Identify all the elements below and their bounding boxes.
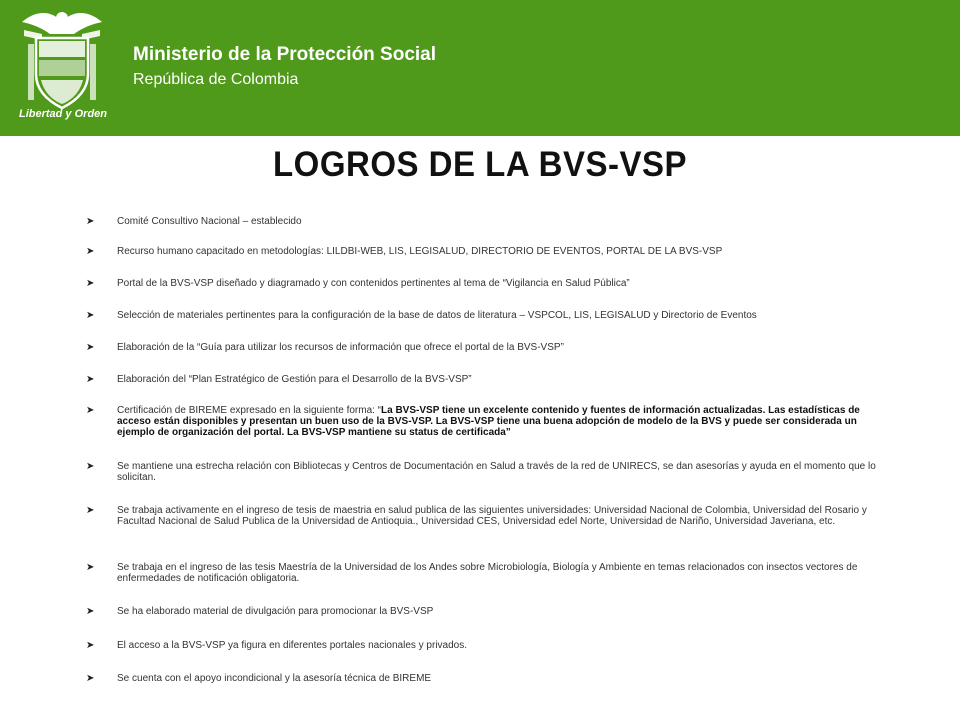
arrow-bullet-icon: ➤ bbox=[86, 673, 95, 684]
arrow-bullet-icon: ➤ bbox=[86, 405, 95, 416]
list-item: ➤ Se cuenta con el apoyo incondicional y la asesoría técnica de BIREME bbox=[86, 673, 432, 684]
list-item: ➤ Recurso humano capacitado en metodologías: LILDBI-WEB, LIS, LEGISALUD, DIRECTORIO DE EVENTOS, PORTAL DE LA BVS-VSP bbox=[86, 246, 723, 257]
list-item: ➤ Se mantiene una estrecha relación con Bibliotecas y Centros de Documentación en Salud a través de la red de UNIRECS, se dan asesorías y ayuda en el momento que lo solicitan. bbox=[86, 461, 876, 483]
list-item: ➤ Comité Consultivo Nacional – establecido bbox=[86, 216, 302, 227]
arrow-bullet-icon: ➤ bbox=[86, 640, 95, 651]
list-item: ➤ Elaboración de la “Guía para utilizar los recursos de información que ofrece el portal de la BVS-VSP” bbox=[86, 342, 564, 353]
arrow-bullet-icon: ➤ bbox=[86, 278, 95, 289]
ministry-name: Ministerio de la Protección Social bbox=[133, 44, 437, 65]
arrow-bullet-icon: ➤ bbox=[86, 342, 95, 353]
arrow-bullet-icon: ➤ bbox=[86, 246, 95, 257]
arrow-bullet-icon: ➤ bbox=[86, 461, 95, 472]
republic-name: República de Colombia bbox=[133, 71, 299, 88]
list-item: ➤ Selección de materiales pertinentes para la configuración de la base de datos de literatura – VSPCOL, LIS, LEGISALUD y Directorio de Eventos bbox=[86, 310, 757, 321]
list-item: ➤ Se ha elaborado material de divulgación para promocionar la BVS-VSP bbox=[86, 606, 434, 617]
arrow-bullet-icon: ➤ bbox=[86, 374, 95, 385]
list-item: ➤ Elaboración del “Plan Estratégico de Gestión para el Desarrollo de la BVS-VSP” bbox=[86, 374, 472, 385]
list-item: ➤ Se trabaja en el ingreso de las tesis Maestría de la Universidad de los Andes sobre Microbiología, Biología y Ambiente en temas relacionados con insectos vectores de enfermedades de notificación obligatoria. bbox=[86, 562, 858, 584]
list-item: ➤ Portal de la BVS-VSP diseñado y diagramado y con contenidos pertinentes al tema de “Vigilancia en Salud Pública” bbox=[86, 278, 630, 289]
arrow-bullet-icon: ➤ bbox=[86, 216, 95, 227]
arrow-bullet-icon: ➤ bbox=[86, 505, 95, 516]
list-item: ➤ Se trabaja activamente en el ingreso de tesis de maestria en salud publica de las siguientes universidades: Universidad Nacional de Colombia, Universidad del Rosario y Facultad Nacional de Salud Publica de la Universidad de Antioquia., Universidad CES, Universidad edel Norte, Universidad de Nariño, Universidad Javeriana, etc. bbox=[86, 505, 867, 527]
header-banner bbox=[0, 0, 960, 136]
arrow-bullet-icon: ➤ bbox=[86, 562, 95, 573]
arrow-bullet-icon: ➤ bbox=[86, 310, 95, 321]
page-title: LOGROS DE LA BVS-VSP bbox=[273, 143, 687, 184]
seal-motto: Libertad y Orden bbox=[18, 108, 108, 120]
list-item: ➤ Certificación de BIREME expresado en la siguiente forma: “La BVS-VSP tiene un excelente contenido y fuentes de información actualizadas. Las estadísticas de acceso están disponibles y presentan un buen uso de la BVS-VSP. La BVS-VSP tiene una buena adopción de modelo de la BVS y puede ser considerada un ejemplo de organización del portal. La BVS-VSP mantiene su status de certificada” bbox=[86, 405, 860, 438]
list-item: ➤ El acceso a la BVS-VSP ya figura en diferentes portales nacionales y privados. bbox=[86, 640, 468, 651]
arrow-bullet-icon: ➤ bbox=[86, 606, 95, 617]
